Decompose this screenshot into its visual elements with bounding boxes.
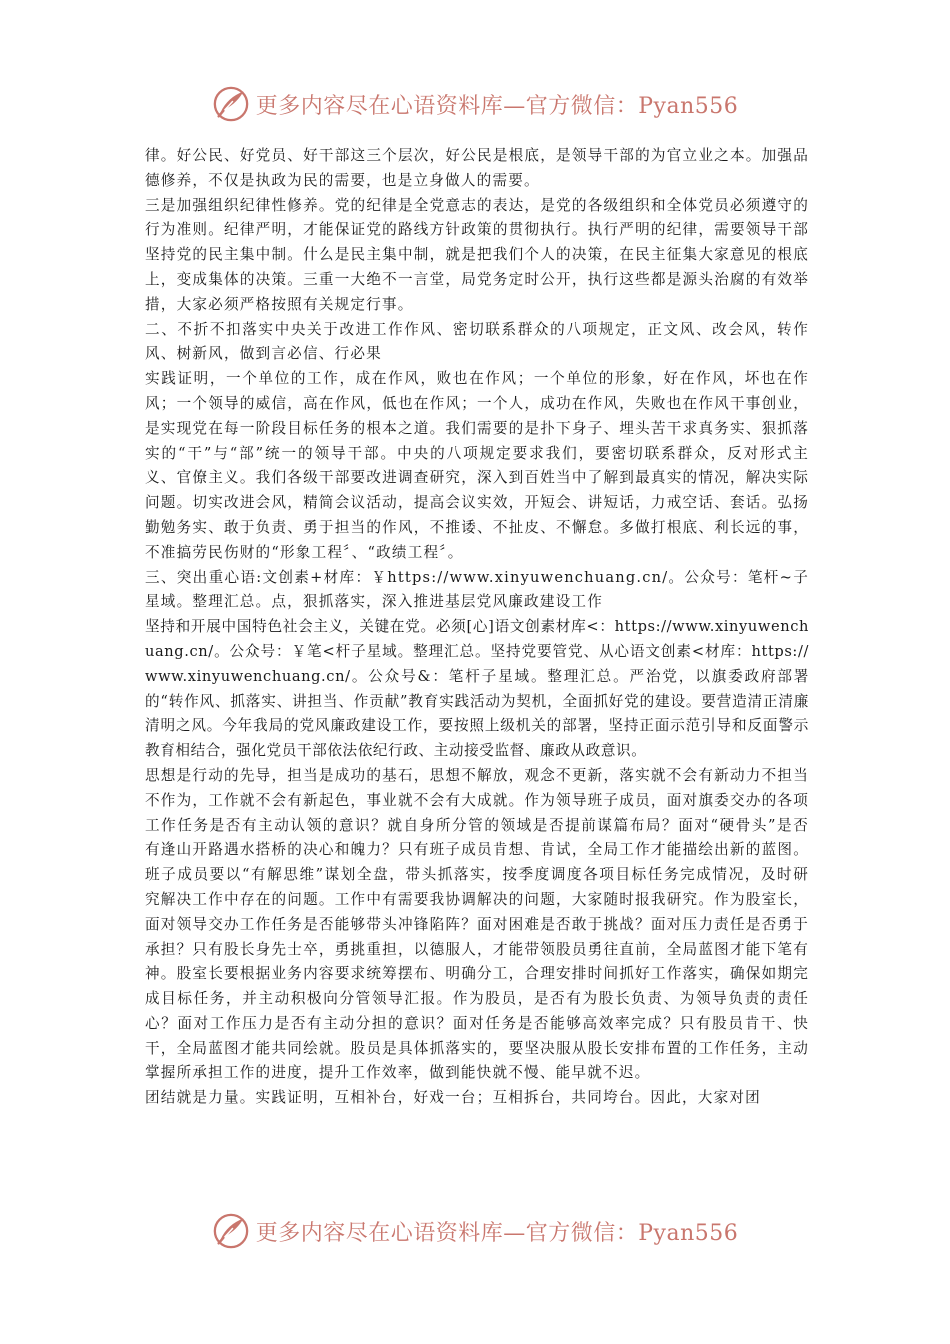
body-paragraph-5: 思想是行动的先导，担当是成功的基石，思想不解放，观念不更新，落实就不会有新动力不担当不作为，工作就不会有新起色，事业就不会有大成就。作为领导班子成员，面对旗委交办的各项工作任务是否有主动认领的意识？就自身所分管的领域是否提前谋篇布局？面对“硬骨头”是否有逢山开路遇水搭桥的决心和魄力？只有班子成员肯想、肯试，全局工作才能描绘出新的蓝图。班子成员要以“有解思维”谋划全盘，带头抓落实，按季度调度各项目标任务完成情况，及时研究解决工作中存在的问题。工作中有需要我协调解决的问题，大家随时报我研究。作为股室长，面对领导交办工作任务是否能够带头冲锋陷阵？面对困难是否敢于挑战？面对压力责任是否勇于承担？只有股长身先士卒，勇挑重担，以德服人，才能带领股员勇往直前，全局蓝图才能下笔有神。股室长要根据业务内容要求统筹摆布、明确分工，合理安排时间抓好工作落实，确保如期完成目标任务，并主动积极向分管领导汇报。作为股员，是否有为股长负责、为领导负责的责任心？面对工作压力是否有主动分担的意识？面对任务是否能够高效率完成？只有股员肯干、快干，全局蓝图才能共同绘就。股员是具体抓落实的，要坚决服从股长安排布置的工作任务，主动掌握所承担工作的进度，提升工作效率，做到能快就不慢、能早就不迟。 — [145, 766, 809, 1082]
body-paragraph-3: 实践证明，一个单位的工作，成在作风，败也在作风；一个单位的形象，好在作风，坏也在作风；一个领导的威信，高在作风，低也在作风；一个人，成功在作风，失败也在作风干事创业，是实现党在每一阶段目标任务的根本之道。我们需要的是扑下身子、埋头苦干求真务实、狠抓落实的“干”与“部”统一的领导干部。中央的八项规定要求我们，要密切联系群众，反对形式主义、官僚主义。我们各级干部要改进调查研究，深入到百姓当中了解到最真实的情况，解决实际问题。切实改进会风，精简会议活动，提高会议实效，开短会、讲短话，力戒空话、套话。弘扬勤勉务实、敢于负责、勇于担当的作风，不推诿、不扯皮、不懈怠。多做打根底、利长远的事，不准搞劳民伤财的“形象工程〞、“政绩工程〞。 — [145, 370, 809, 561]
banner-title: 更多内容尽在心语资料库 — [255, 1220, 504, 1246]
body-paragraph-6: 团结就是力量。实践证明，互相补台，好戏一台；互相拆台，共同垮台。因此，大家对团 — [145, 1089, 761, 1107]
banner-dash: — — [503, 93, 526, 119]
banner-handle: Pyan556 — [638, 93, 739, 119]
banner-handle: Pyan556 — [638, 1220, 739, 1246]
banner-title: 更多内容尽在心语资料库 — [255, 93, 504, 119]
body-paragraph-4: 坚持和开展中国特色社会主义，关键在党。必须[心]语文创素材库<：https://www.xinyuwenchuang.cn/。公众号：￥笔<杆子星域。整理汇总。坚持党要管党、从心语文创素<材库：https://www.xinyuwenchuang.cn/。公众号&：笔杆子星域。整理汇总。严治党，以旗委政府部署的“转作风、抓落实、讲担当、作贡献”教育实践活动为契机，全面抓好党的建设。要营造清正清廉清明之风。今年我局的党风廉政建设工作，要按照上级机关的部署，坚持正面示范引导和反面警示教育相结合，强化党员干部依法依纪行政、主动接受监督、廉政从政意识。 — [145, 618, 809, 760]
body-paragraph-1: 律。好公民、好党员、好干部这三个层次，好公民是根底，是领导干部的为官立业之本。加强品德修养，不仅是执政为民的需要，也是立身做人的需要。 — [145, 147, 809, 189]
banner-subtitle: 官方微信： — [525, 93, 639, 119]
quill-logo-icon — [212, 85, 250, 123]
banner-text — [256, 89, 739, 120]
footer-banner — [0, 1207, 950, 1255]
section-heading-2: 二、不折不扣落实中央关于改进工作作风、密切联系群众的八项规定，正文风、改会风，转作风、树新风，做到言必信、行必果 — [145, 320, 809, 363]
body-paragraph-2: 三是加强组织纪律性修养。党的纪律是全党意志的表达，是党的各级组织和全体党员必须遵守的行为准则。纪律严明，才能保证党的路线方针政策的贯彻执行。执行严明的纪律，需要领导干部坚持党的民主集中制。什么是民主集中制，就是把我们个人的决策，在民主征集大家意见的根底上，变成集体的决策。三重一大绝不一言堂，局党务定时公开，执行这些都是源头治腐的有效举措，大家必须严格按照有关规定行事。 — [145, 196, 809, 313]
banner-dash: — — [503, 1220, 526, 1246]
quill-logo-icon — [212, 1212, 250, 1250]
banner-subtitle: 官方微信： — [525, 1220, 639, 1246]
document-body — [145, 144, 809, 1111]
section-heading-3: 三、突出重心语:文创素+材库：￥https://www.xinyuwenchuang.cn/。公众号：笔杆~子星域。整理汇总。点，狠抓落实，深入推进基层党风廉政建设工作 — [145, 568, 809, 611]
header-banner — [0, 80, 950, 128]
banner-text — [256, 1216, 739, 1247]
